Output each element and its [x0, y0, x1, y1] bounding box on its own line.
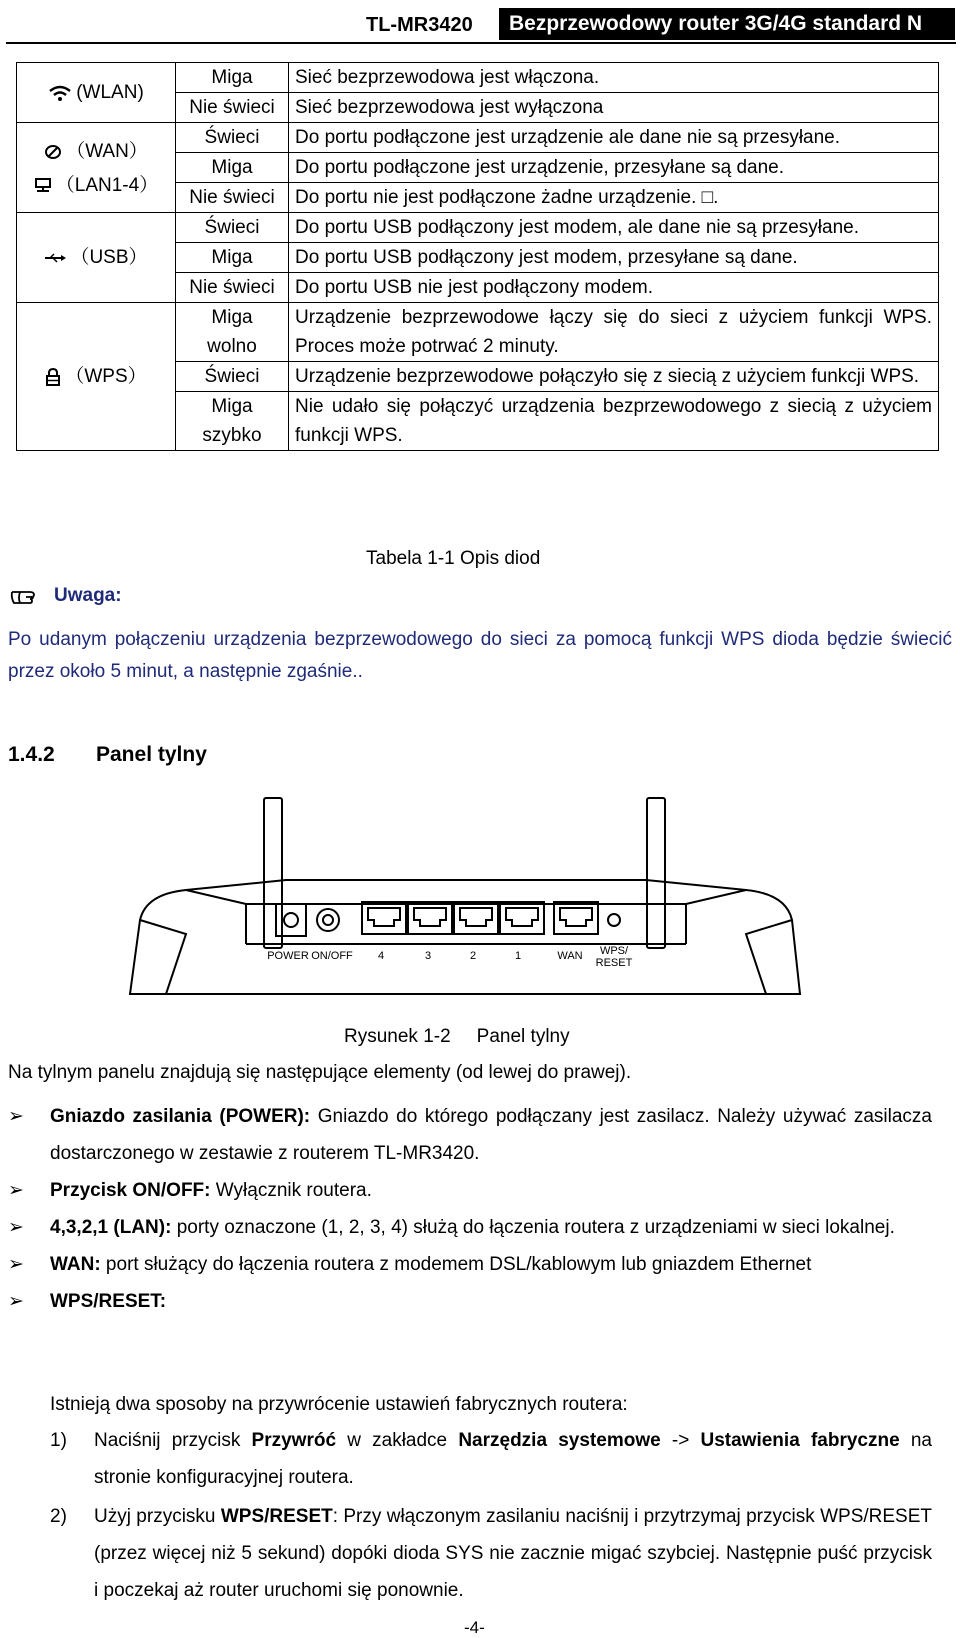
led-description-table: [16, 62, 939, 451]
state-line: wolno: [207, 336, 257, 357]
page-number: -4-: [464, 1618, 485, 1637]
port-label-3: 3: [424, 950, 432, 962]
table-row: [17, 213, 939, 243]
description-cell: Do portu podłączone jest urządzenie, przesyłane są dane.: [289, 153, 939, 183]
note-heading: [10, 585, 122, 607]
step-item: [50, 1422, 932, 1496]
usb-icon: [44, 252, 66, 264]
description-cell: Urządzenie bezprzewodowe łączy się do sieci z użyciem funkcji WPS. Proces może potrwać 2 minuty.: [289, 303, 939, 362]
item-text: Gniazdo do którego podłączany jest zasilacz. Należy używać zasilacza dostarczonego w zestawie z routerem TL-MR3420.: [50, 1106, 932, 1164]
bullet-marker: ➢: [8, 1254, 24, 1275]
state-cell: Świeci: [176, 123, 289, 153]
state-cell: [176, 392, 289, 451]
bullet-marker: ➢: [8, 1217, 24, 1238]
description-cell: Do portu USB podłączony jest modem, ale dane nie są przesyłane.: [289, 213, 939, 243]
header-rule: [6, 42, 956, 44]
state-cell: [176, 303, 289, 362]
bullet-marker: ➢: [8, 1291, 24, 1312]
state-cell: Miga: [176, 243, 289, 273]
port-label-reset: RESET: [595, 957, 633, 969]
item-text: Wyłącznik routera.: [210, 1180, 372, 1201]
router-body: [130, 880, 800, 994]
table-row: [17, 303, 939, 362]
step-text: ->: [660, 1430, 701, 1451]
step-text: Użyj przycisku: [94, 1506, 221, 1527]
item-term: WAN:: [50, 1254, 101, 1275]
description-cell: Nie udało się połączyć urządzenia bezprzewodowego z siecią z użyciem funkcji WPS.: [289, 392, 939, 451]
pointing-hand-icon: [10, 586, 44, 606]
state-cell: Nie świeci: [176, 273, 289, 303]
description-cell: Do portu nie jest podłączone żadne urządzenie. □.: [289, 183, 939, 213]
element-list: [8, 1098, 932, 1320]
step-item: [50, 1498, 932, 1609]
description-cell: Do portu podłączone jest urządzenie ale dane nie są przesyłane.: [289, 123, 939, 153]
wps-reset-button: [608, 914, 620, 926]
left-antenna: [264, 798, 282, 948]
reset-steps: [50, 1422, 932, 1611]
table-row: [17, 123, 939, 153]
item-term: 4,3,2,1 (LAN):: [50, 1217, 172, 1238]
intro-paragraph: Na tylnym panelu znajdują się następujące elementy (od lewej do prawej).: [8, 1062, 632, 1083]
state-line: Miga: [211, 307, 253, 328]
item-text: porty oznaczone (1, 2, 3, 4) służą do łączenia routera z urządzeniami w sieci lokalnej.: [171, 1217, 895, 1238]
item-term: WPS/RESET:: [50, 1291, 167, 1312]
step-bold: Ustawienia fabryczne: [700, 1430, 900, 1451]
section-heading: [8, 743, 207, 767]
state-cell: Nie świeci: [176, 183, 289, 213]
lock-icon: [45, 368, 61, 386]
router-rear-panel-figure: [126, 794, 846, 1019]
note-label: Uwaga:: [54, 585, 122, 606]
state-cell: Świeci: [176, 213, 289, 243]
indicator-label: （WPS）: [65, 366, 147, 387]
header-title: Bezprzewodowy router 3G/4G standard N: [499, 8, 955, 40]
bullet-marker: ➢: [8, 1106, 24, 1127]
port-label-onoff: ON/OFF: [311, 950, 353, 962]
header-model: TL-MR3420: [366, 14, 473, 36]
figure-caption-number: Rysunek 1-2: [344, 1026, 451, 1047]
description-cell: Sieć bezprzewodowa jest włączona.: [289, 63, 939, 93]
note-text: Po udanym połączeniu urządzenia bezprzewodowego do sieci za pomocą funkcji WPS dioda będzie świecić przez około 5 minut, a następnie zgaśnie..: [8, 629, 952, 682]
indicator-label: （USB）: [70, 247, 148, 268]
indicator-cell: [17, 303, 176, 451]
description-cell: Do portu USB podłączony jest modem, przesyłane są dane.: [289, 243, 939, 273]
wifi-icon: [48, 84, 72, 102]
list-item: [8, 1098, 932, 1172]
reset-intro: Istnieją dwa sposoby na przywrócenie ustawień fabrycznych routera:: [50, 1394, 628, 1415]
port-label-wps: WPS/: [599, 945, 629, 957]
description-cell: Sieć bezprzewodowa jest wyłączona: [289, 93, 939, 123]
bullet-marker: ➢: [8, 1180, 24, 1201]
table-row: [17, 63, 939, 93]
indicator-label: （WAN）: [66, 141, 148, 162]
state-cell: Miga: [176, 63, 289, 93]
step-number: 2): [50, 1506, 67, 1527]
table-caption: Tabela 1-1 Opis diod: [366, 548, 541, 569]
step-text: w zakładce: [336, 1430, 459, 1451]
item-term: Gniazdo zasilania (POWER):: [50, 1106, 311, 1127]
lan-icon: [34, 177, 52, 193]
port-label-1: 1: [514, 950, 522, 962]
section-number: 1.4.2: [8, 743, 55, 766]
right-antenna: [647, 798, 665, 948]
figure-caption-title: Panel tylny: [476, 1026, 570, 1047]
state-cell: Nie świeci: [176, 93, 289, 123]
step-bold: WPS/RESET: [220, 1506, 333, 1527]
list-item: [8, 1209, 932, 1246]
description-cell: Do portu USB nie jest podłączony modem.: [289, 273, 939, 303]
port-label-wan: WAN: [557, 950, 583, 962]
list-item: [8, 1246, 932, 1283]
port-label-2: 2: [469, 950, 477, 962]
state-cell: Świeci: [176, 362, 289, 392]
state-line: Miga: [211, 396, 253, 417]
port-label-4: 4: [377, 950, 385, 962]
step-text: : Przy włączonym zasilaniu naciśnij i przytrzymaj przycisk WPS/RESET (przez więcej niż 5 sekund) dopóki dioda SYS nie zacznie migać szybciej. Następnie puść przycisk i poczekaj aż router uruchomi się ponownie.: [94, 1506, 932, 1601]
power-switch: [317, 909, 339, 931]
state-line: szybko: [202, 425, 262, 446]
step-bold: Przywróć: [251, 1430, 337, 1451]
indicator-cell: [17, 123, 176, 213]
figure-caption: [344, 1026, 570, 1048]
port-label-power: POWER: [267, 950, 309, 962]
step-bold: Narzędzia systemowe: [458, 1430, 661, 1451]
globe-icon: [44, 144, 62, 160]
indicator-label: (WLAN): [76, 82, 144, 103]
indicator-cell: [17, 213, 176, 303]
indicator-label: （LAN1-4）: [55, 174, 159, 196]
step-number: 1): [50, 1430, 67, 1451]
step-text: Naciśnij przycisk: [94, 1430, 252, 1451]
item-text: port służący do łączenia routera z modemem DSL/kablowym lub gniazdem Ethernet: [100, 1254, 812, 1275]
list-item: [8, 1172, 932, 1209]
indicator-cell: [17, 63, 176, 123]
item-term: Przycisk ON/OFF:: [50, 1180, 211, 1201]
state-cell: Miga: [176, 153, 289, 183]
list-item: [8, 1283, 932, 1320]
description-cell: Urządzenie bezprzewodowe połączyło się z siecią z użyciem funkcji WPS.: [289, 362, 939, 392]
step-text: na stronie konfiguracyjnej routera.: [94, 1430, 933, 1488]
section-title: Panel tylny: [96, 743, 207, 766]
power-port: [276, 904, 306, 936]
